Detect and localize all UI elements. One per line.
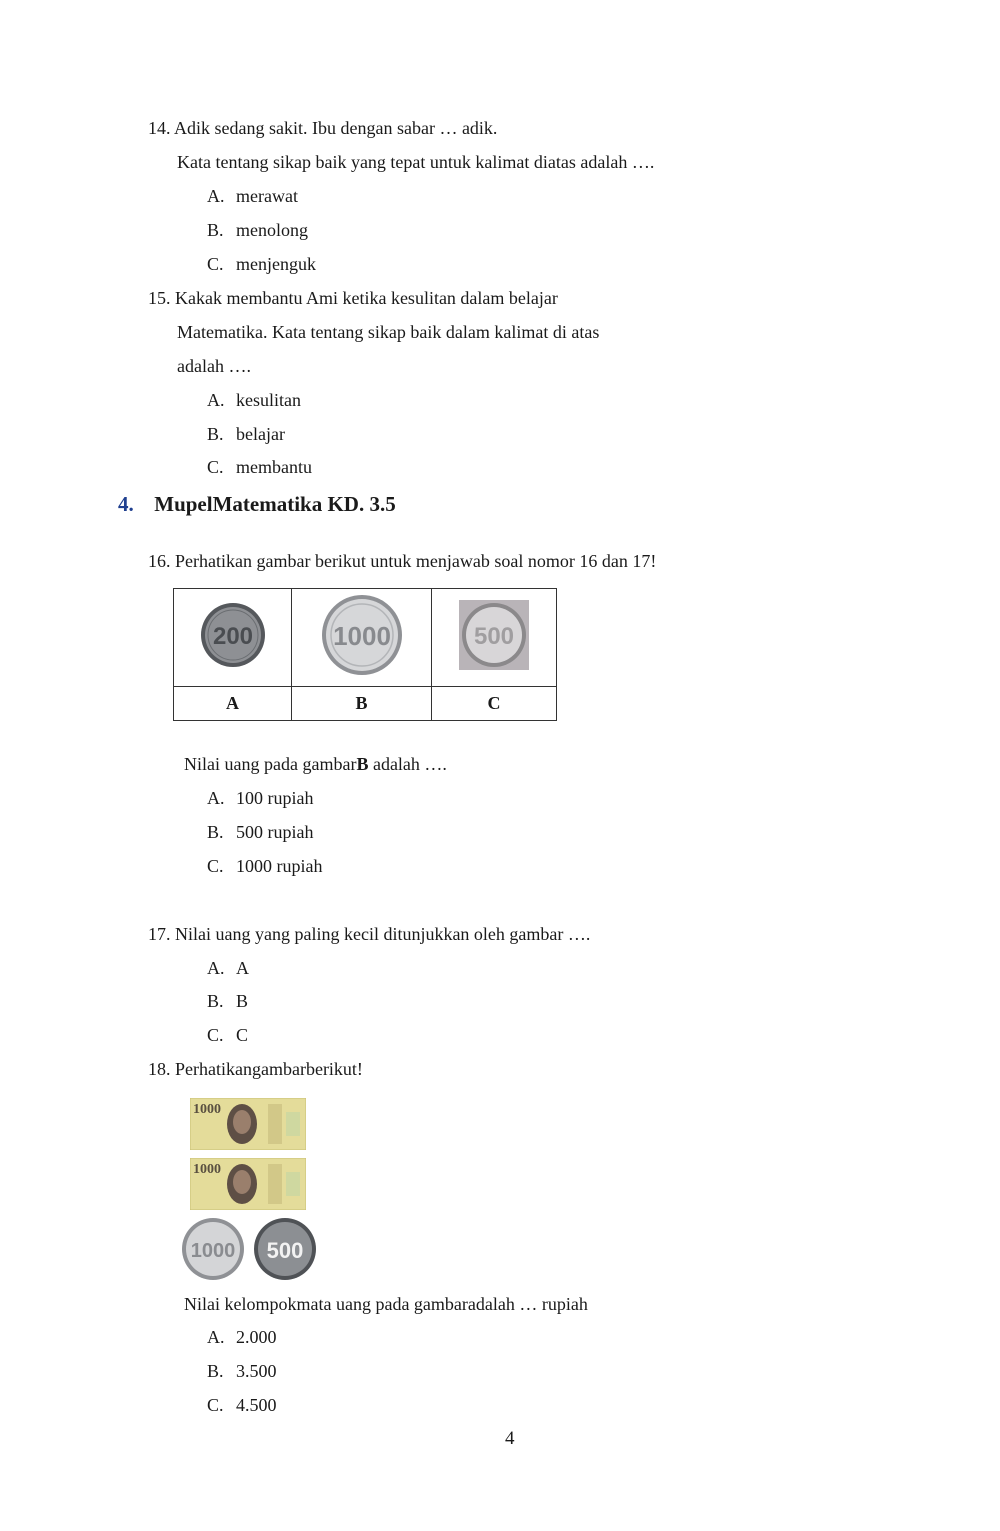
q14-option-a[interactable]: [207, 185, 298, 207]
option-text: 3.500: [236, 1361, 277, 1381]
option-letter: B.: [207, 424, 224, 444]
q16-option-b[interactable]: [207, 821, 313, 843]
option-letter: C.: [207, 457, 224, 477]
q17-number: 17.: [148, 924, 171, 944]
coin-label-b: B: [292, 687, 432, 721]
option-letter: B.: [207, 1361, 224, 1381]
note-2-value: 1000: [193, 1162, 221, 1177]
note-1-value: 1000: [193, 1102, 221, 1117]
option-letter: B.: [207, 822, 224, 842]
option-text: menjenguk: [236, 254, 316, 274]
option-letter: B.: [207, 220, 224, 240]
option-letter: C.: [207, 1025, 224, 1045]
banknote-1000-icon: [190, 1098, 306, 1150]
q14-line1: [148, 117, 497, 139]
page-number: 4: [505, 1428, 515, 1449]
coin-500-icon: [459, 600, 529, 670]
coin-label-c: C: [432, 687, 557, 721]
option-letter: C.: [207, 856, 224, 876]
option-text: 100 rupiah: [236, 788, 314, 808]
q16-option-c[interactable]: [207, 855, 322, 877]
q17-text: Nilai uang yang paling kecil ditunjukkan oleh gambar ….: [175, 924, 591, 944]
q17-option-c[interactable]: [207, 1024, 248, 1046]
q14-number: 14.: [148, 118, 171, 138]
q18-number: 18.: [148, 1059, 171, 1079]
option-letter: A.: [207, 186, 225, 206]
q16-text: Perhatikan gambar berikut untuk menjawab soal nomor 16 dan 17!: [175, 551, 657, 571]
q14-option-b[interactable]: [207, 219, 308, 241]
q16-question: [184, 753, 447, 775]
option-text: 1000 rupiah: [236, 856, 323, 876]
option-letter: C.: [207, 1395, 224, 1415]
q18-text: Perhatikangambarberikut!: [175, 1059, 363, 1079]
option-text: 4.500: [236, 1395, 277, 1415]
option-letter: A.: [207, 390, 225, 410]
option-text: menolong: [236, 220, 308, 240]
q15-line2: Matematika. Kata tentang sikap baik dalam kalimat di atas: [177, 322, 600, 342]
q16-question-suffix: adalah ….: [368, 754, 447, 774]
section-title: MupelMatematika KD. 3.5: [154, 492, 396, 516]
coin-1000-icon: [180, 1216, 246, 1282]
q17-line1: [148, 923, 590, 945]
q14-text: Adik sedang sakit. Ibu dengan sabar … adik.: [174, 118, 498, 138]
q16-number: 16.: [148, 551, 171, 571]
banknote-1000-icon: [190, 1158, 306, 1210]
option-text: C: [236, 1025, 249, 1045]
q18-option-c[interactable]: [207, 1394, 277, 1416]
q15-number: 15.: [148, 288, 171, 308]
q15-option-c[interactable]: [207, 456, 312, 478]
q18-option-a[interactable]: [207, 1326, 277, 1348]
coin-cell-a: [174, 589, 292, 687]
q14-line2: Kata tentang sikap baik yang tepat untuk kalimat diatas adalah ….: [177, 152, 655, 172]
coin-b-value: 1000: [332, 621, 391, 651]
q15-option-b[interactable]: [207, 423, 285, 445]
q16-question-bold: B: [356, 754, 369, 774]
option-text: 500 rupiah: [236, 822, 314, 842]
coin-200-icon: [198, 600, 268, 670]
q15-option-a[interactable]: [207, 389, 301, 411]
coin-cell-c: [432, 589, 557, 687]
option-letter: A.: [207, 1327, 225, 1347]
section-number: 4.: [118, 492, 134, 516]
section-heading: [118, 491, 396, 517]
coin-1000-icon: [320, 593, 404, 677]
option-text: 2.000: [236, 1327, 277, 1347]
q15-line3: adalah ….: [177, 356, 251, 376]
coin-table: [173, 588, 557, 721]
coin-label-a: A: [174, 687, 292, 721]
q17-option-a[interactable]: [207, 957, 249, 979]
option-letter: A.: [207, 958, 225, 978]
q18-option-b[interactable]: [207, 1360, 277, 1382]
option-text: A: [236, 958, 249, 978]
option-letter: C.: [207, 254, 224, 274]
option-text: merawat: [236, 186, 298, 206]
option-text: belajar: [236, 424, 285, 444]
q14-option-c[interactable]: [207, 253, 316, 275]
q18-line1: [148, 1058, 363, 1080]
option-text: kesulitan: [236, 390, 301, 410]
option-text: membantu: [236, 457, 312, 477]
coin-cell-b: [292, 589, 432, 687]
q18-question: Nilai kelompokmata uang pada gambaradalah … rupiah: [184, 1294, 588, 1314]
q16-question-prefix: Nilai uang pada gambar: [184, 754, 357, 774]
option-letter: A.: [207, 788, 225, 808]
q16-option-a[interactable]: [207, 787, 313, 809]
coin-1-value: 1000: [190, 1240, 236, 1262]
q15-line1: [148, 287, 558, 309]
q16-line1: [148, 550, 656, 572]
coin-a-value: 200: [212, 623, 253, 650]
option-text: B: [236, 991, 249, 1011]
q17-option-b[interactable]: [207, 990, 248, 1012]
coin-2-value: 500: [266, 1238, 304, 1263]
coin-500-icon: [252, 1216, 318, 1282]
option-letter: B.: [207, 991, 224, 1011]
coin-c-value: 500: [473, 623, 515, 650]
q15-text: Kakak membantu Ami ketika kesulitan dalam belajar: [175, 288, 558, 308]
